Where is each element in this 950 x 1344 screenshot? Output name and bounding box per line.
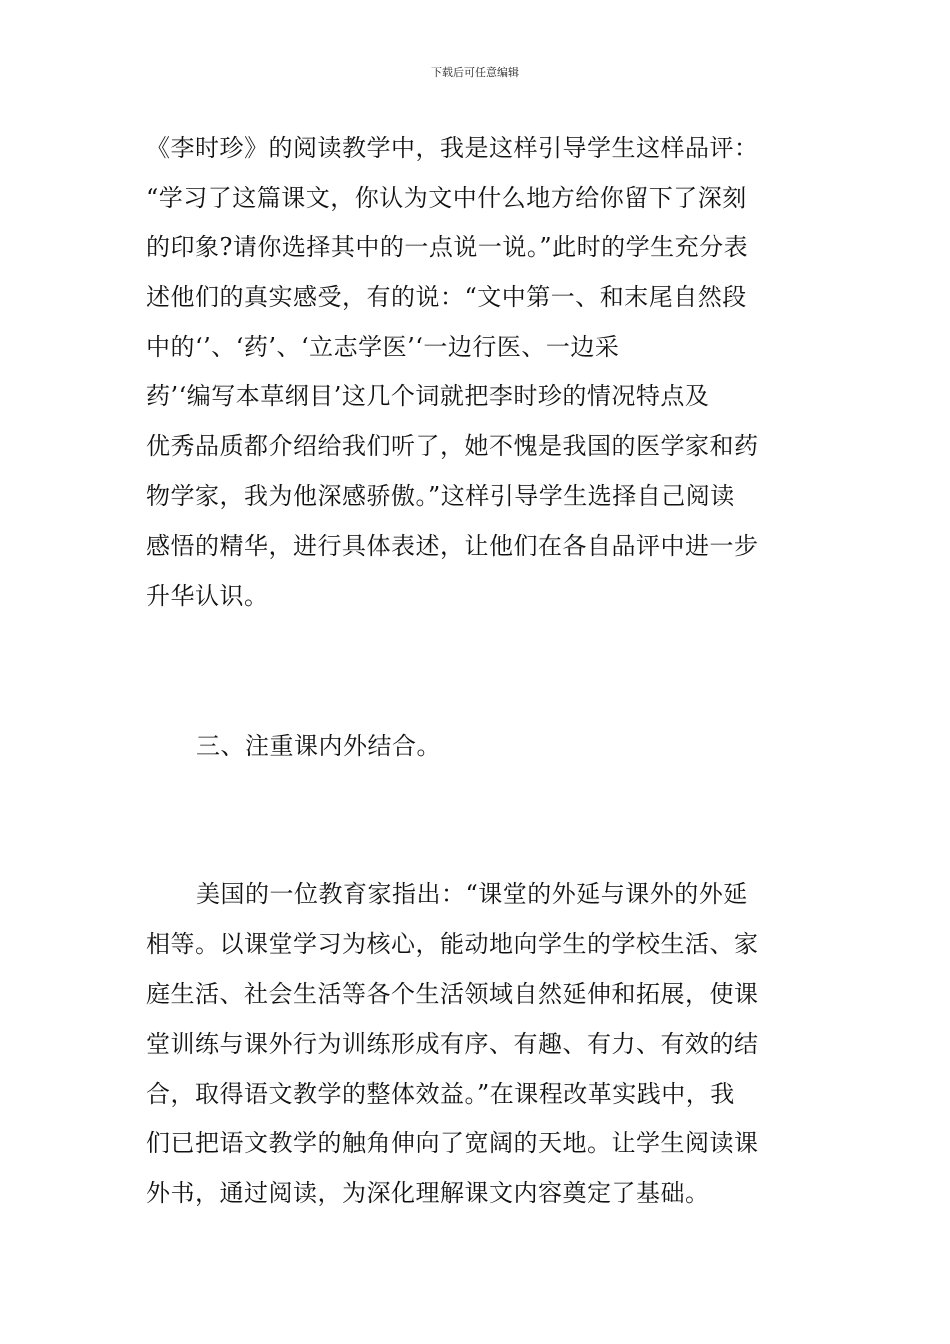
paragraph1-line: 物学家，我为他深感骄傲。”这样引导学生选择自己阅读 (146, 482, 735, 510)
paragraph1-line: 中的‘’、‘药’、‘立志学医’‘一边行医、一边采 (146, 333, 620, 361)
paragraph1-line: 述他们的真实感受，有的说：“文中第一、和末尾自然段 (146, 283, 747, 311)
paragraph1-line: 优秀品质都介绍给我们听了，她不愧是我国的医学家和药 (146, 432, 759, 460)
paragraph1-line: 《李时珍》的阅读教学中，我是这样引导学生这样品评： (146, 134, 759, 162)
paragraph1-line: 的印象?请你选择其中的一点说一说。”此时的学生充分表 (146, 233, 749, 261)
paragraph2-line: 相等。以课堂学习为核心，能动地向学生的学校生活、家 (146, 930, 759, 958)
paragraph1-line: 升华认识。 (146, 582, 269, 610)
paragraph1-line: 药’‘编写本草纲目’这几个词就把李时珍的情况特点及 (146, 382, 710, 410)
paragraph2-line: 堂训练与课外行为训练形成有序、有趣、有力、有效的结 (146, 1030, 759, 1058)
section-heading: 三、注重课内外结合。 (196, 732, 441, 760)
paragraph1-line: 感悟的精华，进行具体表述，让他们在各自品评中进一步 (146, 532, 759, 560)
paragraph2-line: 庭生活、社会生活等各个生活领域自然延伸和拓展，使课 (146, 980, 759, 1008)
paragraph2-line: 外书，通过阅读，为深化理解课文内容奠定了基础。 (146, 1179, 710, 1207)
page-header: 下载后可任意编辑 (431, 66, 519, 79)
paragraph2-line: 美国的一位教育家指出：“课堂的外延与课外的外延 (196, 880, 748, 908)
paragraph1-line: “学习了这篇课文，你认为文中什么地方给你留下了深刻 (146, 184, 747, 212)
paragraph2-line: 合，取得语文教学的整体效益。”在课程改革实践中，我 (146, 1080, 735, 1108)
paragraph2-line: 们已把语文教学的触角伸向了宽阔的天地。让学生阅读课 (146, 1129, 759, 1157)
